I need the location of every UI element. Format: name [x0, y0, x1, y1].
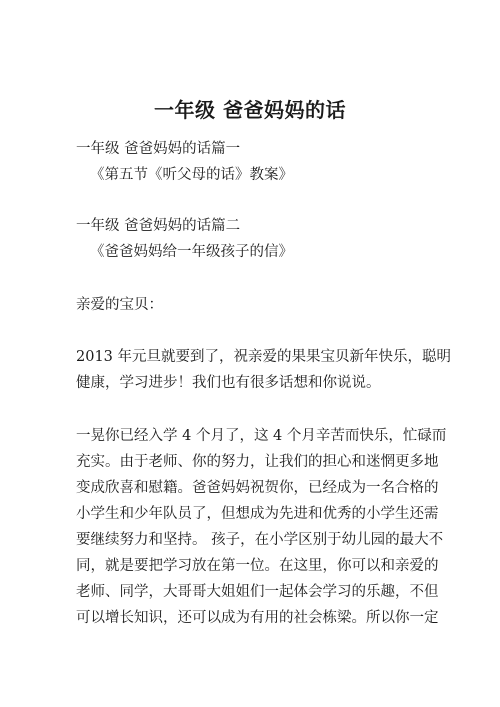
paragraph-line: 变成欣喜和慰籍。爸爸妈妈祝贺你，已经成为一名合格的 [76, 480, 439, 496]
paragraph-line: 可以增长知识，还可以成为有用的社会栋梁。所以你一定 [76, 610, 439, 626]
section-1-subtitle: 《第五节《听父母的话》教案》 [90, 167, 293, 183]
paragraph-line: 充实。由于老师、你的努力，让我们的担心和迷惘更多地 [76, 454, 439, 470]
paragraph-line: 健康，学习进步！我们也有很多话想和你说说。 [76, 375, 381, 391]
section-2-heading: 一年级 爸爸妈妈的话篇二 [76, 218, 241, 234]
paragraph-line: 一晃你已经入学 4 个月了，这 4 个月辛苦而快乐，忙碌而 [76, 428, 447, 444]
section-1-heading: 一年级 爸爸妈妈的话篇一 [76, 141, 241, 157]
paragraph-line: 老师、同学，大哥哥大姐姐们一起体会学习的乐趣，不但 [76, 584, 439, 600]
paragraph-line: 小学生和少年队员了，但想成为先进和优秀的小学生还需 [76, 506, 439, 522]
paragraph-line: 2013 年元旦就要到了，祝亲爱的果果宝贝新年快乐，聪明 [76, 349, 452, 365]
document-title: 一年级 爸爸妈妈的话 [154, 98, 346, 122]
paragraph-line: 同，就是要把学习放在第一位。在这里，你可以和亲爱的 [76, 558, 439, 574]
section-2-subtitle: 《爸爸妈妈给一年级孩子的信》 [90, 244, 293, 260]
paragraph-line: 要继续努力和坚持。 孩子，在小学区别于幼儿园的最大不 [76, 532, 444, 548]
paragraph-1 [76, 344, 452, 396]
paragraph-2 [76, 423, 447, 631]
greeting: 亲爱的宝贝： [76, 297, 163, 313]
